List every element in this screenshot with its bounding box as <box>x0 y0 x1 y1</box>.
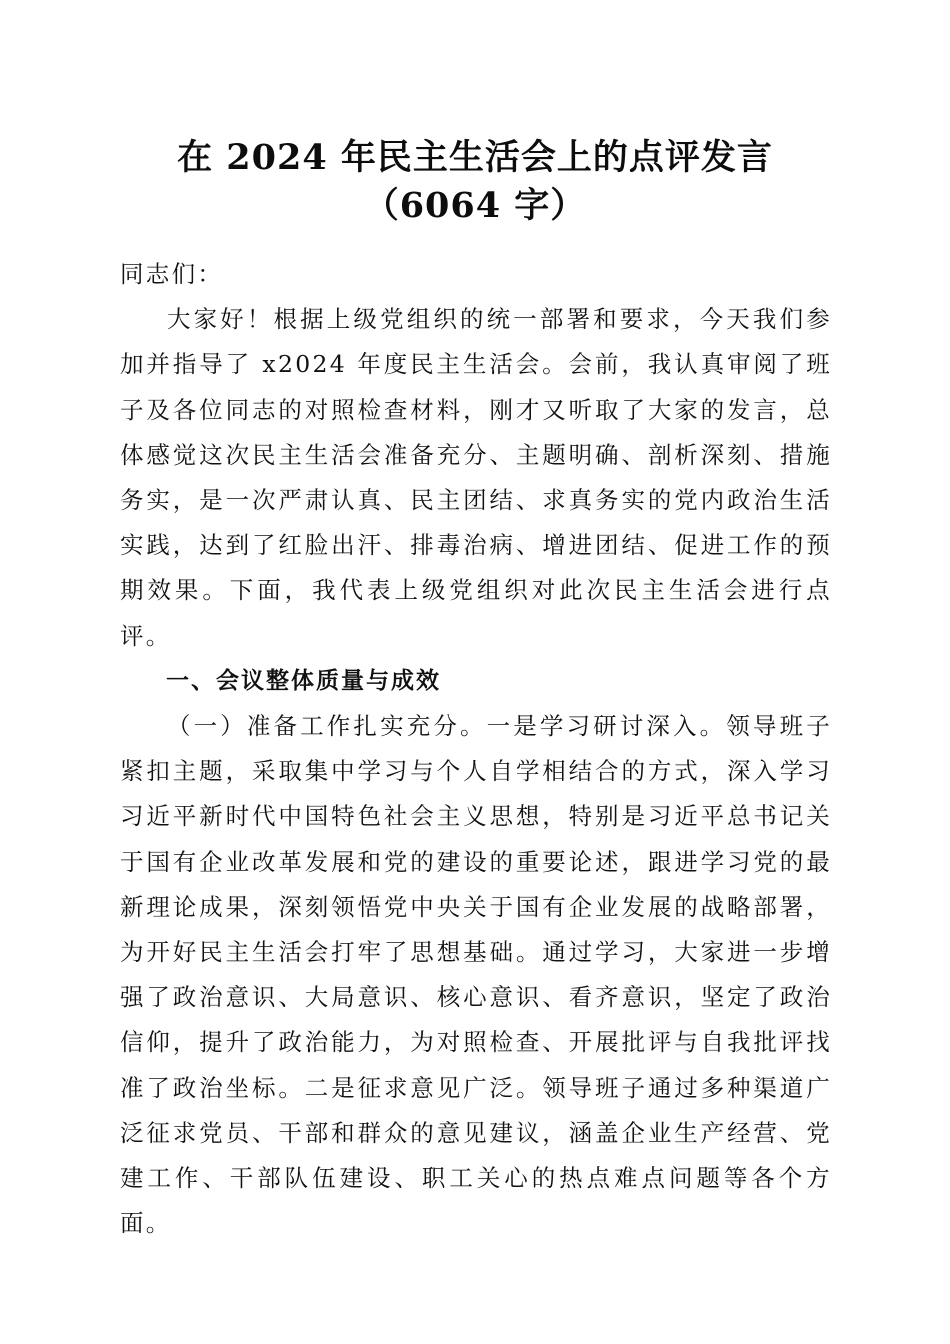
document-title: 在 2024 年民主生活会上的点评发言（6064 字） <box>177 137 773 226</box>
section-heading: 一、会议整体质量与成效 <box>166 667 441 694</box>
opening-paragraph: 大家好！根据上级党组织的统一部署和要求，今天我们参加并指导了 x2024 年度民主生活会。会前，我认真审阅了班子及各位同志的对照检查材料，刚才又听取了大家的发言，总体感觉这次民主生活会准备充分、主题明确、剖析深刻、措施务实，是一次严肃认真、民主团结、求真务实的党内政治生活实践，达到了红脸出汗、排毒治病、增进团结、促进工作的预期效果。下面，我代表上级党组织对此次民主生活会进行点评。 <box>120 305 832 650</box>
document-body <box>120 252 832 1246</box>
salutation: 同志们： <box>120 260 224 288</box>
section-paragraph: （一）准备工作扎实充分。一是学习研讨深入。领导班子紧扣主题，采取集中学习与个人自学相结合的方式，深入学习习近平新时代中国特色社会主义思想，特别是习近平总书记关于国有企业改革发展和党的建设的重要论述，跟进学习党的最新理论成果，深刻领悟党中央关于国有企业发展的战略部署，为开好民主生活会打牢了思想基础。通过学习，大家进一步增强了政治意识、大局意识、核心意识、看齐意识，坚定了政治信仰，提升了政治能力，为对照检查、开展批评与自我批评找准了政治坐标。二是征求意见广泛。领导班子通过多种渠道广泛征求党员、干部和群众的意见建议，涵盖企业生产经营、党建工作、干部队伍建设、职工关心的热点难点问题等各个方面。 <box>120 712 832 1238</box>
